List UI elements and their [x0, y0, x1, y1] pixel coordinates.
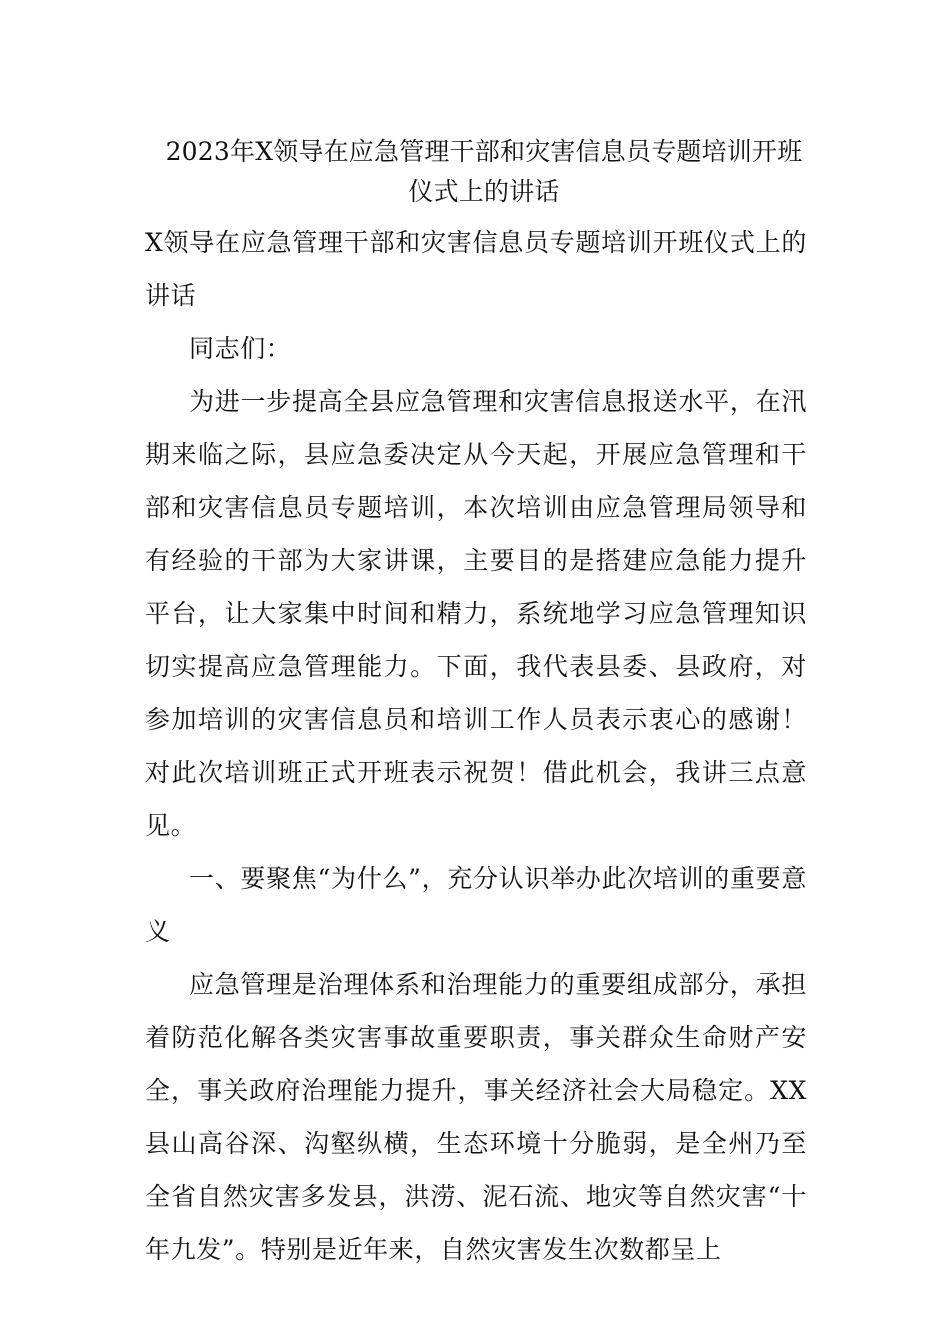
document-body [145, 132, 807, 1276]
section-heading-1: 一、要聚焦“为什么”，充分认识举办此次培训的重要意义 [145, 864, 807, 946]
document-subtitle: X领导在应急管理干部和灾害信息员专题培训开班仪式上的讲话 [145, 228, 807, 310]
paragraph-intro: 为进一步提高全县应急管理和灾害信息报送水平，在汛期来临之际，县应急委决定从今天起，开展应急管理和干部和灾害信息员专题培训，本次培训由应急管理局领导和有经验的干部为大家讲课，主要目的是搭建应急能力提升平台，让大家集中时间和精力，系统地学习应急管理知识切实提高应急管理能力。下面，我代表县委、县政府，对参加培训的灾害信息员和培训工作人员表示衷心的感谢！对此次培训班正式开班表示祝贺！借此机会，我讲三点意见。 [145, 387, 807, 840]
document-title: 2023年X领导在应急管理干部和灾害信息员专题培训开班仪式上的讲话 [165, 137, 803, 206]
paragraph-section-1: 应急管理是治理体系和治理能力的重要组成部分，承担着防范化解各类灾害事故重要职责，事关群众生命财产安全，事关政府治理能力提升，事关经济社会大局稳定。XX县山高谷深、沟壑纵横，生态环境十分脆弱，是全州乃至全省自然灾害多发县，洪涝、泥石流、地灾等自然灾害“十年九发”。特别是近年来，自然灾害发生次数都呈上 [145, 970, 807, 1264]
salutation: 同志们： [189, 334, 292, 363]
